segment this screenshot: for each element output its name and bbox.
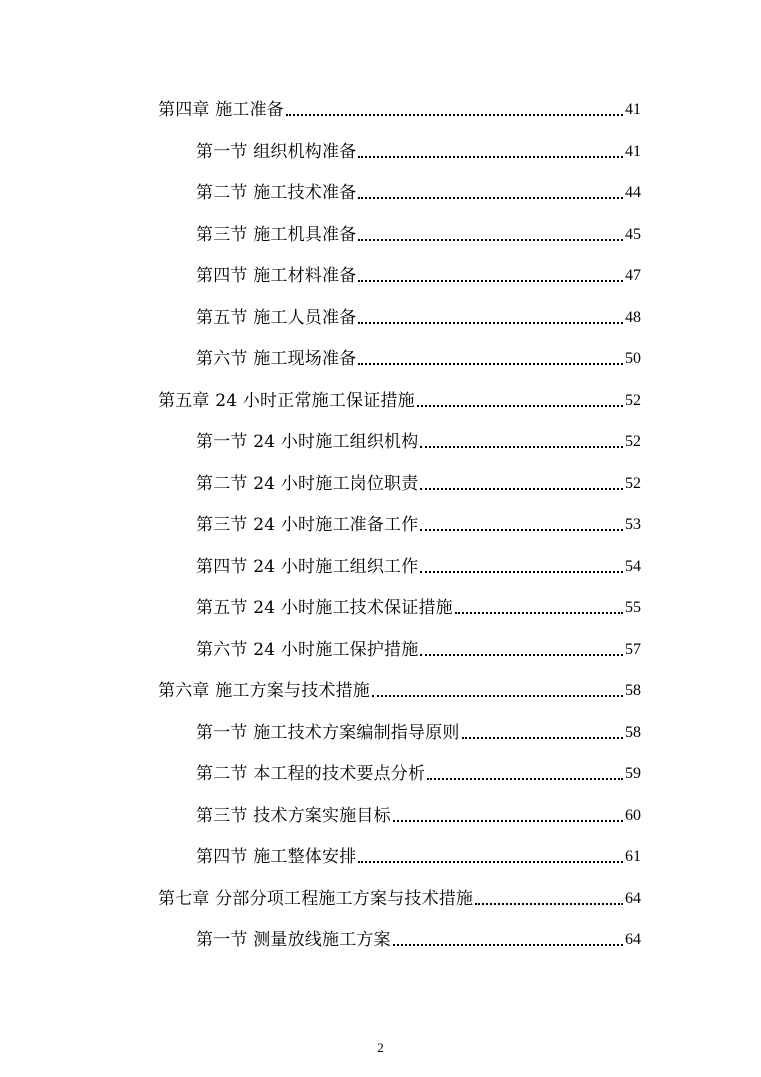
- toc-section-5-2[interactable]: [196, 470, 641, 496]
- toc-section-4-1[interactable]: [196, 138, 641, 164]
- dot-leader: [358, 322, 623, 324]
- toc-entry-page: 54: [625, 558, 641, 575]
- toc-entry-title: 第六节 24 小时施工保护措施: [196, 640, 419, 660]
- toc-entry-title: 第二节 施工技术准备: [196, 183, 357, 203]
- toc-entry-title: 第三节 施工机具准备: [196, 225, 357, 245]
- dot-leader: [358, 239, 623, 241]
- toc-entry-page: 64: [625, 890, 641, 907]
- dot-leader: [420, 446, 623, 448]
- toc-section-5-6[interactable]: [196, 636, 641, 662]
- toc-entry-page: 52: [625, 392, 641, 409]
- dot-leader: [358, 861, 623, 863]
- dot-leader: [358, 156, 623, 158]
- dot-leader: [420, 488, 623, 490]
- toc-section-6-4[interactable]: [196, 843, 641, 869]
- dot-leader: [420, 571, 623, 573]
- dot-leader: [417, 405, 623, 407]
- toc-section-6-1[interactable]: [196, 719, 641, 745]
- dot-leader: [286, 114, 623, 116]
- toc-section-5-1[interactable]: [196, 428, 641, 454]
- toc-chapter-7[interactable]: [158, 885, 641, 911]
- toc-entry-title: 第一节 组织机构准备: [196, 142, 357, 162]
- toc-entry-title: 第六节 施工现场准备: [196, 349, 357, 369]
- toc-entry-page: 44: [625, 184, 641, 201]
- toc-entry-title: 第一节 24 小时施工组织机构: [196, 432, 419, 452]
- toc-entry-title: 第三节 24 小时施工准备工作: [196, 515, 419, 535]
- toc-entry-title: 第一节 测量放线施工方案: [196, 930, 391, 950]
- toc-entry-title: 第三节 技术方案实施目标: [196, 806, 391, 826]
- toc-section-4-2[interactable]: [196, 179, 641, 205]
- toc-entry-page: 48: [625, 309, 641, 326]
- toc-section-5-5[interactable]: [196, 594, 641, 620]
- toc-entry-title: 第四节 24 小时施工组织工作: [196, 557, 419, 577]
- toc-entry-title: 第一节 施工技术方案编制指导原则: [196, 723, 460, 743]
- toc-section-6-2[interactable]: [196, 760, 641, 786]
- dot-leader: [475, 903, 623, 905]
- dot-leader: [420, 654, 623, 656]
- toc-entry-page: 50: [625, 350, 641, 367]
- dot-leader: [455, 612, 623, 614]
- toc-section-7-1[interactable]: [196, 926, 641, 952]
- dot-leader: [462, 737, 623, 739]
- dot-leader: [358, 197, 623, 199]
- toc-section-4-5[interactable]: [196, 304, 641, 330]
- toc-chapter-5[interactable]: [158, 387, 641, 413]
- toc-section-4-4[interactable]: [196, 262, 641, 288]
- toc-entry-title: 第五章 24 小时正常施工保证措施: [158, 391, 415, 411]
- toc-entry-title: 第五节 24 小时施工技术保证措施: [196, 598, 453, 618]
- toc-entry-page: 59: [625, 765, 641, 782]
- toc-entry-title: 第四节 施工整体安排: [196, 847, 357, 867]
- toc-entry-page: 52: [625, 475, 641, 492]
- toc-entry-page: 53: [625, 516, 641, 533]
- toc-entry-page: 58: [625, 724, 641, 741]
- toc-entry-title: 第六章 施工方案与技术措施: [158, 681, 371, 701]
- page-number: 2: [377, 1040, 384, 1055]
- toc-entry-page: 52: [625, 433, 641, 450]
- toc-entry-page: 41: [625, 143, 641, 160]
- dot-leader: [372, 695, 623, 697]
- dot-leader: [358, 363, 623, 365]
- toc-entry-title: 第二节 本工程的技术要点分析: [196, 764, 426, 784]
- toc-entry-page: 41: [625, 101, 641, 118]
- toc-chapter-6[interactable]: [158, 677, 641, 703]
- toc-entry-page: 47: [625, 267, 641, 284]
- toc-entry-title: 第五节 施工人员准备: [196, 308, 357, 328]
- toc-entry-title: 第二节 24 小时施工岗位职责: [196, 474, 419, 494]
- dot-leader: [420, 529, 623, 531]
- toc-entry-page: 61: [625, 848, 641, 865]
- toc-entry-page: 60: [625, 807, 641, 824]
- toc-section-4-3[interactable]: [196, 221, 641, 247]
- dot-leader: [427, 778, 623, 780]
- dot-leader: [358, 280, 623, 282]
- toc-section-6-3[interactable]: [196, 802, 641, 828]
- toc-entry-page: 64: [625, 931, 641, 948]
- toc-entry-title: 第四节 施工材料准备: [196, 266, 357, 286]
- toc-section-5-3[interactable]: [196, 511, 641, 537]
- toc-section-5-4[interactable]: [196, 553, 641, 579]
- toc-entry-title: 第七章 分部分项工程施工方案与技术措施: [158, 889, 474, 909]
- toc-section-4-6[interactable]: [196, 345, 641, 371]
- toc-entry-title: 第四章 施工准备: [158, 100, 285, 120]
- toc-entry-page: 58: [625, 682, 641, 699]
- toc-chapter-4[interactable]: [158, 96, 641, 122]
- dot-leader: [393, 944, 623, 946]
- toc-entry-page: 45: [625, 226, 641, 243]
- toc-entry-page: 57: [625, 641, 641, 658]
- dot-leader: [393, 820, 623, 822]
- toc-entry-page: 55: [625, 599, 641, 616]
